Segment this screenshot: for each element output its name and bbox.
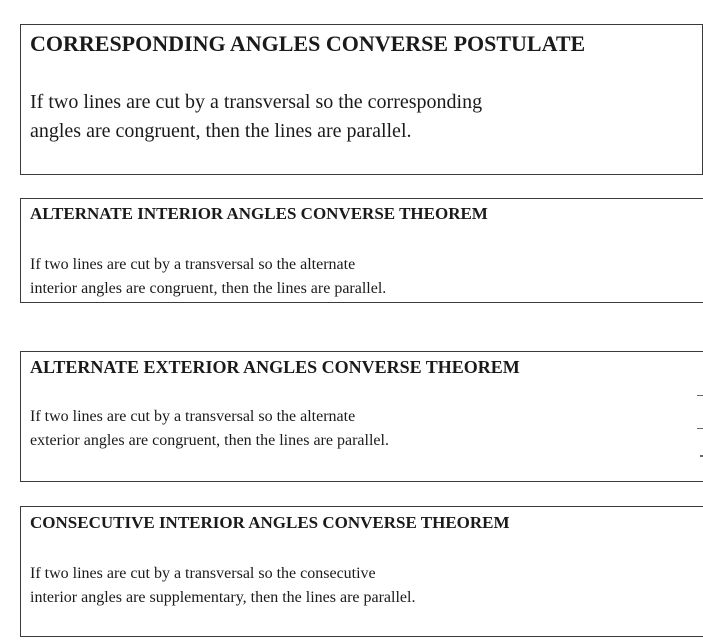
card-body-line: If two lines are cut by a transversal so the alternate	[30, 256, 356, 273]
card-body-line: If two lines are cut by a transversal so the consecutive	[30, 565, 376, 582]
card-body	[30, 405, 389, 453]
card-title: CORRESPONDING ANGLES CONVERSE POSTULATE	[30, 31, 586, 56]
card-body	[30, 253, 386, 301]
edge-artifact	[697, 428, 703, 429]
card-body	[30, 88, 482, 146]
card-title: ALTERNATE EXTERIOR ANGLES CONVERSE THEOREM	[30, 357, 520, 377]
theorem-card-alternate-exterior	[20, 351, 703, 482]
theorem-card-alternate-interior	[20, 198, 703, 303]
theorem-card-corresponding-angles	[20, 24, 703, 175]
card-body-line: If two lines are cut by a transversal so the alternate	[30, 408, 356, 425]
edge-artifact	[697, 395, 703, 396]
card-body-line: If two lines are cut by a transversal so the corresponding	[30, 91, 483, 113]
card-body	[30, 562, 415, 610]
card-body-line: interior angles are supplementary, then the lines are parallel.	[30, 589, 416, 606]
card-body-line: interior angles are congruent, then the lines are parallel.	[30, 280, 387, 297]
card-title: CONSECUTIVE INTERIOR ANGLES CONVERSE THEOREM	[30, 513, 510, 532]
card-body-line: exterior angles are congruent, then the lines are parallel.	[30, 432, 389, 449]
card-title: ALTERNATE INTERIOR ANGLES CONVERSE THEOREM	[30, 204, 488, 223]
card-body-line: angles are congruent, then the lines are parallel.	[30, 120, 412, 142]
theorem-card-consecutive-interior	[20, 506, 703, 637]
